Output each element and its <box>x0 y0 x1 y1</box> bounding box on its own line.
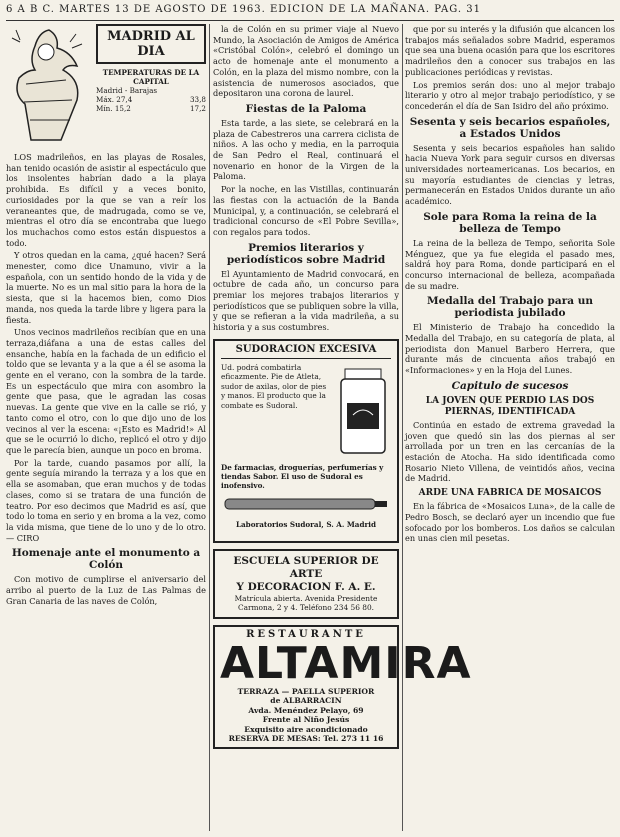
sudoracion-ad-text: Ud. podrá combatirla eficazmente. Pie de Atleta, sudor de axilas, olor de pies y manos. El producto que la combate es Sudoral. <box>221 362 327 410</box>
article-paragraph: Y otros quedan en la cama, ¿qué hacen? Será menester, como dice Unamuno, vivir a la española, con un sentido hondo de la vida y de la muerte. No es un mal sitio para la hora de la siesta, que si la hacemos bien, como Dios manda, nos queda la tarde libre y ligera para la fiesta. <box>6 250 206 325</box>
article-paragraph: Por la tarde, cuando pasamos por allí, la gente seguía mirando la terraza y a los que en ella se asomaban, que eran muchos y de todas clases, como si se tratara de una función de teatro. Por eso decimos que Madrid es así, que todo lo toma en serio y en broma a la vez, como la vida misma, que tiene de lo uno y de lo otro. — CIRO <box>6 457 206 543</box>
altamira-ad-line: Exquisito aire acondicionado <box>244 724 368 734</box>
escuela-ad-line2: Y DECORACION F. A. E. <box>236 580 376 593</box>
sudoracion-ad-footer: De farmacias, droguerías, perfumerías y tiendas Sabor. El uso de Sudoral es inofensivo. <box>221 462 384 490</box>
altamira-ad-line: RESERVA DE MESAS: Tel. 273 11 16 <box>228 734 384 744</box>
escuela-advertisement <box>213 549 399 619</box>
temperatures-heading: TEMPERATURAS DE LA CAPITAL <box>102 68 200 86</box>
arde-headline: ARDE UNA FABRICA DE MOSAICOS <box>418 488 602 499</box>
page-header <box>6 4 614 21</box>
altamira-ad-line: de ALBARRACIN <box>270 696 342 706</box>
column-3 <box>405 24 615 833</box>
altamira-advertisement <box>213 625 472 749</box>
fiestas-headline: Fiestas de la Paloma <box>245 102 367 115</box>
article-paragraph: LOS madrileños, en las playas de Rosales, han tenido ocasión de asistir al espectáculo que los insolentes habrían dado a la playa prohibida. Es difícil y a veces bonito, curiosidades por la que se van a reír los veraneantes que, de madrugada, como se ve, mientras el otro día se encontraba que luego los muchachos como estos están dispuestos a todo. <box>6 152 206 248</box>
joven-headline: LA JOVEN QUE PERDIO LAS DOS PIERNAS, IDENTIFICADA <box>425 395 595 417</box>
sucesos-headline: Capitulo de sucesos <box>451 379 569 392</box>
article-paragraph: la de Colón en su primer viaje al Nuevo Mundo, la Asociación de Amigos de América «Cristóbal Colón», celebró el domingo un acto de homenaje ante el monumento a Colón, en la plaza del mismo nombre, con la asistencia de numerosos asociados, que depositaron una corona de laurel. <box>213 24 399 99</box>
altamira-ad-name: ALTAMIRA <box>220 637 472 689</box>
temperatures-subheader <box>96 86 206 95</box>
column-rule-2 <box>402 24 403 831</box>
article-paragraph: que por su interés y la difusión que alcancen los trabajos más señalados sobre Madrid, esperamos que sea una buena ocasión para que los escritores madrileños den a conocer sus trabajos en las publicaciones periódicas y revistas. <box>405 24 615 77</box>
sudoracion-advertisement <box>213 339 399 543</box>
medalla-text: El Ministerio de Trabajo ha concedido la Medalla del Trabajo, en su categoría de plata, al periodista don Manuel Barbero Herrera, que durante más de cincuenta años trabajó en «Informaciones» y en la Hoja del Lunes. <box>405 322 615 376</box>
escuela-ad-line1: ESCUELA SUPERIOR DE ARTE <box>233 554 379 580</box>
premios-text: El Ayuntamiento de Madrid convocará, en octubre de cada año, un concurso para premiar los mejores trabajos literarios y periodísticos que se publiquen sobre la villa, y que se refieran a la vida madrileña, a su historia y a sus costumbres. <box>213 268 399 333</box>
premios-headline: Premios literarios y periodísticos sobre Madrid <box>226 241 386 266</box>
altamira-ad-label: RESTAURANTE <box>246 628 366 640</box>
joven-text: Continúa en estado de extrema gravedad la joven que quedó sin las dos piernas al ser arrollada por un tren en las cercanías de la estación de Atocha. Ha sido identificada como Rosario Nieto Villena, de veintidós años, vecina de Madrid. <box>405 419 615 484</box>
temperature-row <box>96 104 206 113</box>
column-1 <box>6 24 206 833</box>
sole-headline: Sole para Roma la reina de la belleza de Tempo <box>423 210 597 235</box>
sudoracion-ad-brand: Laboratorios Sudoral, S. A. Madrid <box>235 520 377 530</box>
temperature-value: 17,2 <box>189 104 206 113</box>
article-paragraph: Los premios serán dos: uno al mejor trabajo literario y otro al mejor trabajo periodístico, y se concederán el día de San Isidro del año próximo. <box>405 79 615 111</box>
temperature-label: Máx. 27,4 <box>96 95 133 104</box>
altamira-ad-line: Avda. Menéndez Pelayo, 69 <box>248 705 364 715</box>
column-2 <box>213 24 472 833</box>
arde-text: En la fábrica de «Mosaicos Luna», de la calle de Pedro Bosch, se declaró ayer un incendio que fue sofocado por los bomberos. Los daños se calculan en unas cien mil pesetas. <box>405 501 615 544</box>
becarios-headline: Sesenta y seis becarios españoles, a Estados Unidos <box>409 115 611 140</box>
article-paragraph: Unos vecinos madrileños recibían que en una terraza,diáfana a una de estas calles del ensanche, había en la fachada de un edificio el toldo que se levanta y a la que a él se asoma la gente en el verano, con la sombra de la tarde. Es un espectáculo que mira con asombro la gente que pasa, que le agradan las cosas nuevas. La gente que vive en la calle se rió, y tanto como el otro, con lo que dijo uno de los vecinos al ver la escena: «¡Esto es Madrid!» Al que se le ocurrió lo dicho, replicó el otro y dijo que le parecía bien, aunque un poco en broma. <box>6 327 206 455</box>
temperatures-location: Madrid - Barajas <box>96 86 158 95</box>
temperature-row <box>96 95 206 104</box>
product-jar-icon <box>335 363 391 459</box>
sudoracion-ad-title: SUDORACION EXCESIVA <box>221 345 391 359</box>
sole-text: La reina de la belleza de Tempo, señorita Sole Ménguez, que ya fue elegida el pasado mes, saldrá hoy para Roma, donde participará en el concurso internacional de belleza, acompañada de su madre. <box>405 237 615 291</box>
column-rule-1 <box>209 24 210 831</box>
article-paragraph: Esta tarde, a las siete, se celebrará en la plaza de Cabestreros una carrera ciclista de niños. A las ocho y media, en la parroquia de San Pedro el Real, continuará el novenario en honor de la Virgen de la Paloma. <box>213 117 399 182</box>
medalla-headline: Medalla del Trabajo para un periodista jubilado <box>427 295 593 320</box>
festival-woman-illustration <box>6 24 92 150</box>
madrid-al-dia-block <box>6 24 206 152</box>
tube-illustration-icon <box>221 494 391 514</box>
altamira-ad-line: TERRAZA — PAELLA SUPERIOR <box>237 686 375 696</box>
madrid-al-dia-title: MADRID AL DIA <box>96 24 206 64</box>
temperature-label: Mín. 15,2 <box>96 104 131 113</box>
altamira-ad-line: Frente al Niño Jesús <box>262 715 350 725</box>
homenaje-text: Con motivo de cumplirse el aniversario del arribo al puerto de la Luz de Las Palmas de Gran Canaria de las naves de Colón, <box>6 574 206 606</box>
article-paragraph: Por la noche, en las Vistillas, continuarán las fiestas con la actuación de la Banda Municipal, y, a continuación, se celebrará el tradicional concurso de «El Pobre Sevilla», con regalos para todos. <box>213 184 399 237</box>
escuela-ad-text: Matrícula abierta. Avenida Presidente Carmona, 2 y 4. Teléfono 234 56 80. <box>234 593 378 613</box>
homenaje-headline: Homenaje ante el monumento a Colón <box>11 547 201 572</box>
temperature-value: 33,8 <box>189 95 206 104</box>
becarios-text: Sesenta y seis becarios españoles han salido hacia Nueva York para seguir cursos en diversas universidades norteamericanas. Los becarios, en su mayoría estudiantes de ciencias y letras, permanecerán en Estados Unidos durante un año académico. <box>405 142 615 207</box>
header-text: 6 A B C. MARTES 13 DE AGOSTO DE 1963. EDICION DE LA MAÑANA. PAG. 31 <box>6 4 481 15</box>
